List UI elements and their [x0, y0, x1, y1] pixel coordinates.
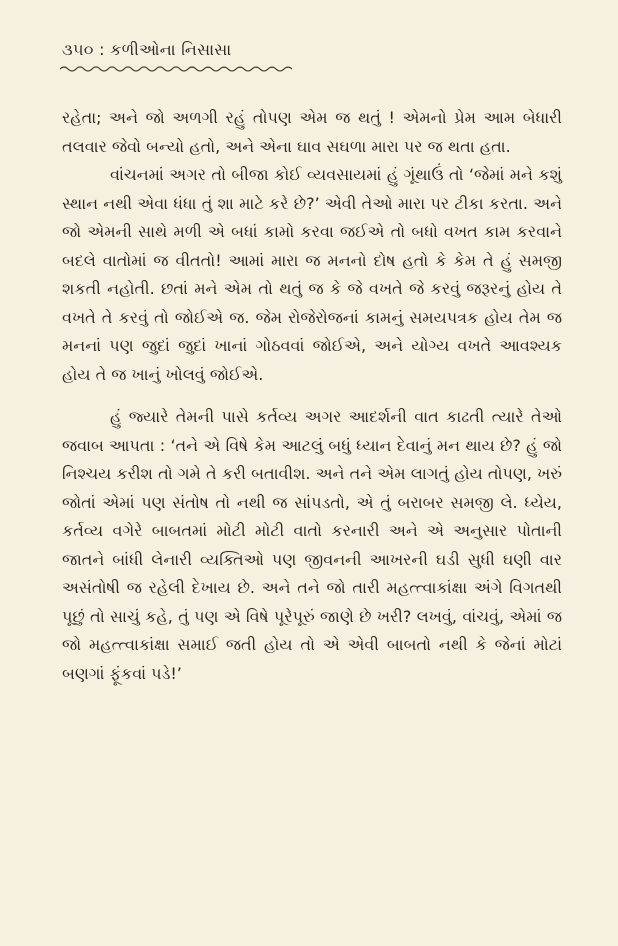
- running-head: ૩૫૦ : કળીઓના નિસાસા: [62, 40, 232, 59]
- paragraph: વાંચનમાં અગર તો બીજા કોઈ વ્યવસાયમાં હું ગૂંથાઉં તો ‘જેમાં મને કશું સ્થાન નથી એવા ધંધા તું શા માટે કરે છે?’ એવી તેઓ મારા પર ટીકા કરતા. અને જો એમની સાથે મળી એ બધાં કામો કરવા જઈએ તો બધો વખત કામ કરવાને બદલે વાતોમાં જ વીતતો! આમાં મારા જ મનનો દોષ હતો કે કેમ તે હું સમજી શકતી નહોતી. છતાં મને એમ તો થતું જ કે જે વખતે જે કરવું જરૂરનું હોય તે વખતે તે કરવું તો જોઈએ જ. જેમ રોજેરોજનાં કામનું સમયપત્રક હોય તેમ જ મનનાં પણ જુદાં જુદાં ખાનાં ગોઠવવાં જોઈએ, અને યોગ્ય વખતે આવશ્યક હોય તે જ ખાનું ખોલવું જોઈએ.: [62, 165, 562, 384]
- body-text: [62, 104, 562, 688]
- wavy-rule-ornament: [60, 64, 296, 74]
- paragraph: હું જ્યારે તેમની પાસે કર્તવ્ય અગર આદર્શની વાત કાઢતી ત્યારે તેઓ જવાબ આપતા : ‘તને એ વિષે કેમ આટલું બધું ધ્યાન દેવાનું મન થાય છે? હું જો નિશ્ચય કરીશ તો ગમે તે કરી બતાવીશ. અને તને એમ લાગતું હોય તોપણ, ખરું જોતાં એમાં પણ સંતોષ તો નથી જ સાંપડતો, એ તું બરાબર સમજી લે. ધ્યેય, કર્તવ્ય વગેરે બાબતમાં મોટી મોટી વાતો કરનારી અને એ અનુસાર પોતાની જાતને બાંધી લેનારી વ્યક્તિઓ પણ જીવનની આખરની ઘડી સુધી ઘણી વાર અસંતોષી જ રહેલી દેખાય છે. અને તને જો તારી મહત્ત્વાકાંક્ષા અંગે વિગતથી પૂછું તો સાચું કહે, તું પણ એ વિષે પૂરેપૂરું જાણે છે ખરી? લખવું, વાંચવું, એમાં જ જો મહત્ત્વાકાંક્ષા સમાઈ જતી હોય તો એ એવી બાબતો નથી કે જેનાં મોટાં બણગાં ફૂંકવાં પડે!’: [62, 407, 562, 683]
- paragraph: રહેતા; અને જો અળગી રહું તોપણ એમ જ થતું ! એમનો પ્રેમ આમ બેધારી તલવાર જેવો બન્યો હતો, અને એના ઘાવ સઘળા મારા પર જ થતા હતા.: [62, 108, 562, 156]
